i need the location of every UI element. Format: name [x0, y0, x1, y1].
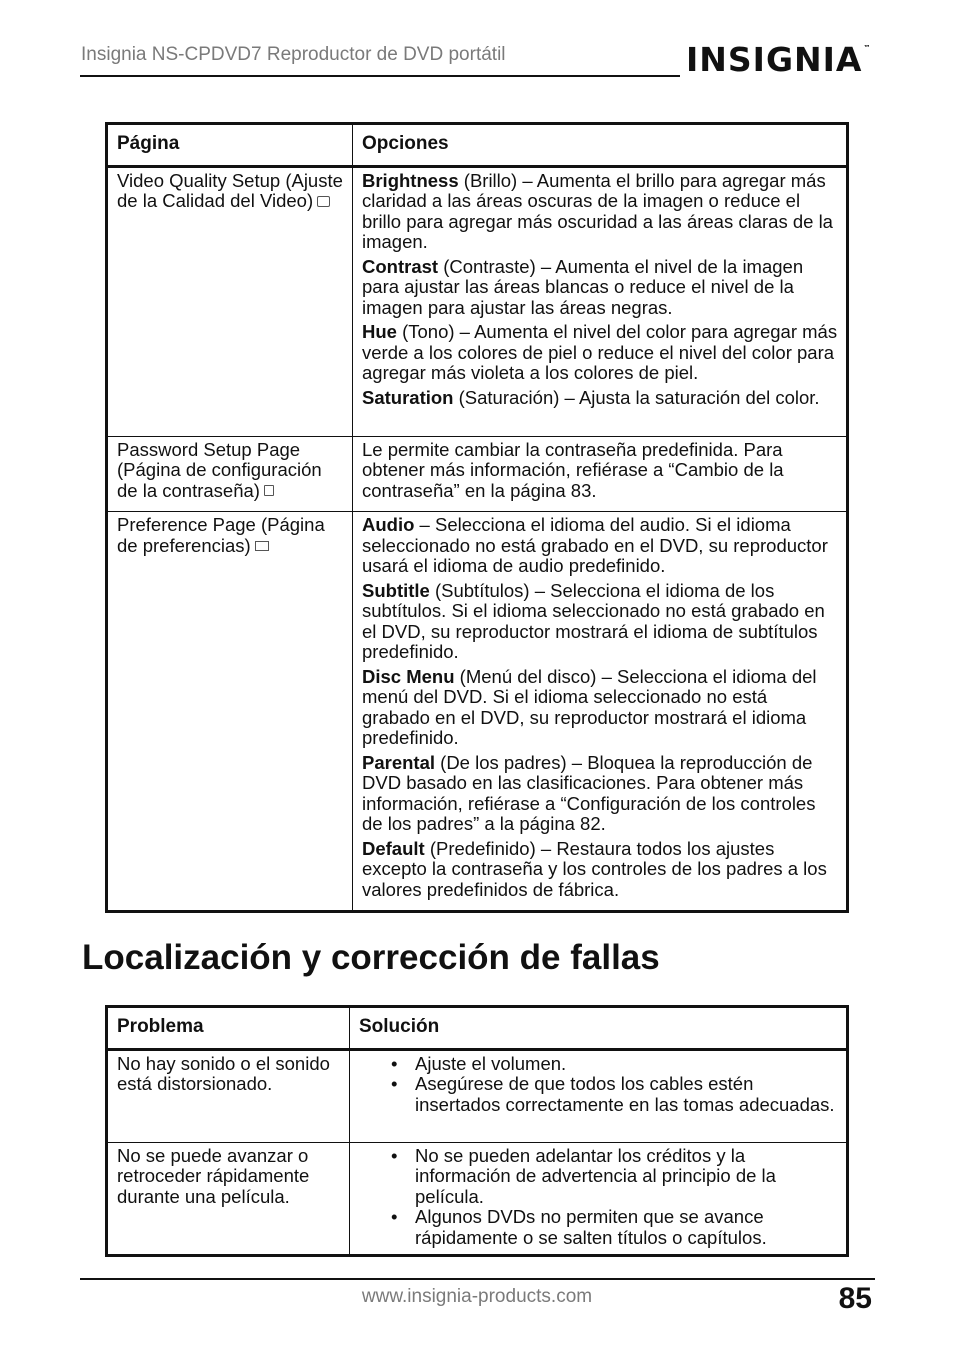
table-row	[107, 166, 848, 436]
column-header-solution: Solución	[350, 1007, 848, 1050]
lock-icon	[264, 485, 274, 496]
option-term: Parental	[362, 751, 436, 773]
solution-item: • No se pueden adelantar los créditos y la información de advertencia al principio de la película.	[415, 1146, 838, 1208]
options-cell	[353, 436, 848, 512]
column-header-page: Página	[107, 124, 353, 167]
option-description: (Predefinido) – Restaura todos los ajustes excepto la contraseña y los controles de los padres a los valores predefinidos de fábrica.	[362, 837, 827, 900]
problem-cell: No hay sonido o el sonido está distorsionado.	[107, 1049, 350, 1142]
option-description: (Menú del disco) – Selecciona el idioma del menú del DVD. Si el idioma seleccionado no está grabado en el DVD, su reproductor mostrará el idioma predefinido.	[362, 665, 817, 748]
page-name: Video Quality Setup (Ajuste de la Calidad del Video)	[117, 169, 343, 211]
solution-item: • Ajuste el volumen.	[415, 1054, 838, 1075]
option-item	[362, 667, 838, 749]
options-cell	[353, 166, 848, 436]
insignia-logo	[686, 40, 871, 79]
footer-url: www.insignia-products.com	[361, 1286, 593, 1307]
option-description: (Saturación) – Ajusta la saturación del color.	[453, 386, 820, 408]
solution-cell	[350, 1142, 848, 1256]
option-term: Subtitle	[362, 579, 430, 601]
option-term: Default	[362, 837, 425, 859]
troubleshooting-table	[105, 1005, 849, 1257]
table-header-row	[107, 124, 848, 167]
solution-list	[359, 1146, 838, 1249]
table-header-row	[107, 1007, 848, 1050]
option-term: Contrast	[362, 255, 439, 277]
option-item	[362, 515, 838, 577]
option-item	[362, 388, 838, 409]
option-item	[362, 753, 838, 835]
trademark-mark: ™	[863, 44, 872, 52]
solution-item: • Asegúrese de que todos los cables estén insertados correctamente en las tomas adecuadas.	[415, 1074, 838, 1115]
page-name: Preference Page (Página de preferencias)	[117, 514, 325, 556]
option-description: (Subtítulos) – Selecciona el idioma de los subtítulos. Si el idioma seleccionado no está grabado en el DVD, su reproductor mostrará el idioma de subtítulos predefinido.	[362, 579, 825, 662]
options-cell	[353, 512, 848, 912]
page-name: Password Setup Page (Página de configuración de la contraseña)	[117, 438, 322, 501]
option-term: Disc Menu	[362, 665, 455, 687]
solution-cell	[350, 1049, 848, 1142]
video-icon	[317, 196, 330, 207]
option-term: Brightness	[362, 169, 459, 191]
option-item	[362, 171, 838, 253]
preference-icon	[255, 541, 269, 551]
option-description: (Contraste) – Aumenta el nivel de la imagen para ajustar las áreas blancas o reduce el nivel de la imagen para ajustar las áreas negras.	[362, 255, 804, 318]
column-header-options: Opciones	[353, 124, 848, 167]
footer-rule	[80, 1278, 875, 1280]
option-item: Le permite cambiar la contraseña predefinida. Para obtener más información, refiérase a “Cambio de la contraseña” en la página 83.	[362, 438, 784, 501]
option-term: Hue	[362, 321, 397, 342]
option-term: Saturation	[362, 386, 454, 408]
solution-list	[359, 1054, 838, 1116]
page-cell	[107, 166, 353, 436]
option-term: Audio	[362, 514, 415, 535]
page-cell	[107, 512, 353, 912]
running-header: Insignia NS-CPDVD7 Reproductor de DVD portátil	[81, 44, 506, 65]
option-description: – Selecciona el idioma del audio. Si el idioma seleccionado no está grabado en el DVD, su reproductor usará el idioma de audio predefinido.	[362, 514, 828, 576]
option-item	[362, 839, 838, 901]
table-row	[107, 512, 848, 912]
problem-cell: No se puede avanzar o retroceder rápidamente durante una película.	[107, 1142, 350, 1256]
option-description: (Tono) – Aumenta el nivel del color para agregar más verde a los colores de piel o reduce el nivel del color para agregar más violeta a los colores de piel.	[362, 321, 838, 383]
solution-item: • Algunos DVDs no permiten que se avance rápidamente o se salten títulos o capítulos.	[415, 1207, 838, 1248]
option-item	[362, 257, 838, 319]
option-description: (Brillo) – Aumenta el brillo para agregar más claridad a las áreas oscuras de la imagen o reduce el brillo para agregar más oscuridad a las áreas claras de la imagen.	[362, 169, 833, 252]
option-description: (De los padres) – Bloquea la reproducción de DVD basado en las clasificaciones. Para obtener más información, refiérase a “Configuración de los controles de los padres” a la página 82.	[362, 751, 816, 834]
page-cell	[107, 436, 353, 512]
option-item	[362, 322, 838, 384]
header-rule	[80, 75, 680, 77]
table-row	[107, 1142, 848, 1256]
page-number: 85	[838, 1282, 872, 1315]
table-row	[107, 1049, 848, 1142]
column-header-problem: Problema	[107, 1007, 350, 1050]
option-item	[362, 581, 838, 663]
logo-text: INSIGNIA	[686, 40, 863, 79]
settings-table	[105, 122, 849, 913]
table-row	[107, 436, 848, 512]
section-title: Localización y corrección de fallas	[82, 938, 660, 977]
